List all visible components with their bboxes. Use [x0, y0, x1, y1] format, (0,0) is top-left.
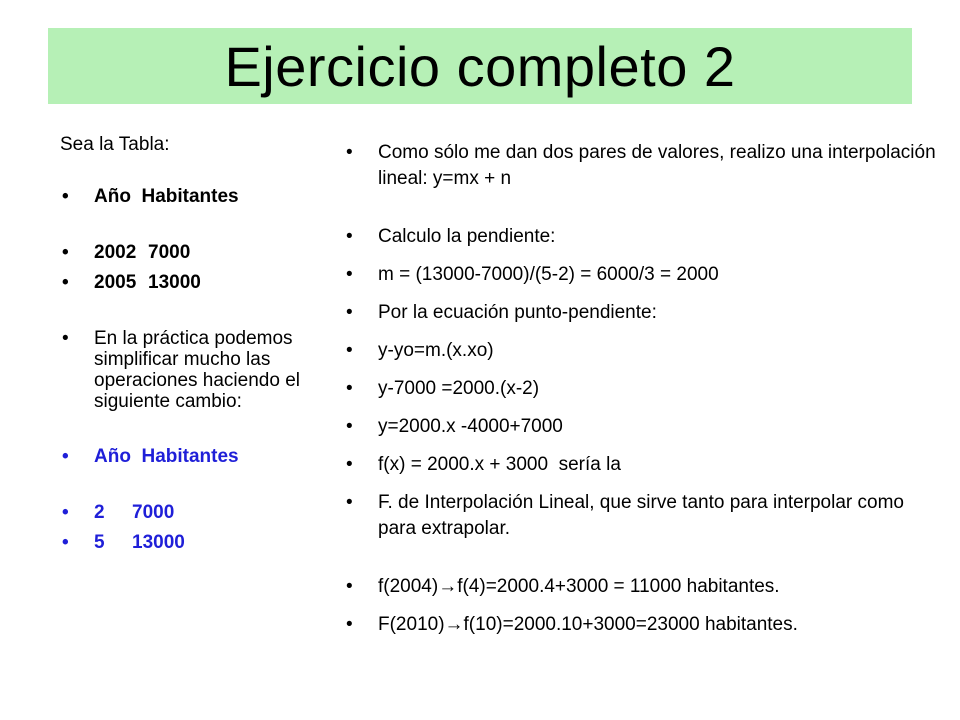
solution-steps	[344, 140, 944, 638]
step-conclusion: • F. de Interpolación Lineal, que sirve tanto para interpolar como para extrapolar.	[344, 490, 918, 542]
right-arrow-icon: →	[444, 614, 464, 635]
right-arrow-icon: →	[438, 576, 458, 597]
label-2010: F(2010)	[378, 614, 445, 635]
row-year: 2002	[94, 242, 137, 263]
calc-2010: f(10)=2000.10+3000=23000 habitantes.	[463, 614, 798, 635]
step-substitution: • y-7000 =2000.(x-2)	[344, 376, 944, 402]
table-header-simplified: • Año Habitantes	[60, 446, 310, 468]
row-year: 2005	[94, 272, 137, 293]
step-slope-label: • Calculo la pendiente:	[344, 224, 944, 250]
title-banner	[48, 28, 912, 104]
row-value: 7000	[132, 502, 175, 523]
table-header: • Año Habitantes	[60, 186, 310, 208]
table-row	[60, 272, 310, 294]
row-year: 2	[94, 502, 105, 523]
left-column	[60, 134, 310, 554]
row-value: 13000	[148, 272, 201, 293]
step-point-slope-label: • Por la ecuación punto-pendiente:	[344, 300, 944, 326]
label-2004: f(2004)	[378, 576, 439, 597]
simplification-note: • En la práctica podemos simplificar mucho las operaciones haciendo el siguiente cambio:	[60, 328, 310, 412]
original-table-list	[60, 186, 310, 554]
table-row-simplified	[60, 532, 310, 554]
row-value: 7000	[148, 242, 191, 263]
slide-title: Ejercicio completo 2	[224, 34, 736, 98]
table-intro: Sea la Tabla:	[60, 134, 170, 155]
row-value: 13000	[132, 532, 185, 553]
step-slope-calc: • m = (13000-7000)/(5-2) = 6000/3 = 2000	[344, 262, 944, 288]
calc-2004: f(4)=2000.4+3000 = 11000 habitantes.	[457, 576, 780, 597]
step-2004	[344, 574, 944, 600]
row-year: 5	[94, 532, 105, 553]
table-row-simplified	[60, 502, 310, 524]
step-2010	[344, 612, 944, 638]
table-row	[60, 242, 310, 264]
step-formula: • y-yo=m.(x.xo)	[344, 338, 944, 364]
step-interpolation: • Como sólo me dan dos pares de valores, realizo una interpolación lineal: y=mx + n	[344, 140, 938, 192]
right-column	[344, 140, 944, 638]
step-expansion: • y=2000.x -4000+7000	[344, 414, 944, 440]
step-result: • f(x) = 2000.x + 3000 sería la	[344, 452, 944, 478]
